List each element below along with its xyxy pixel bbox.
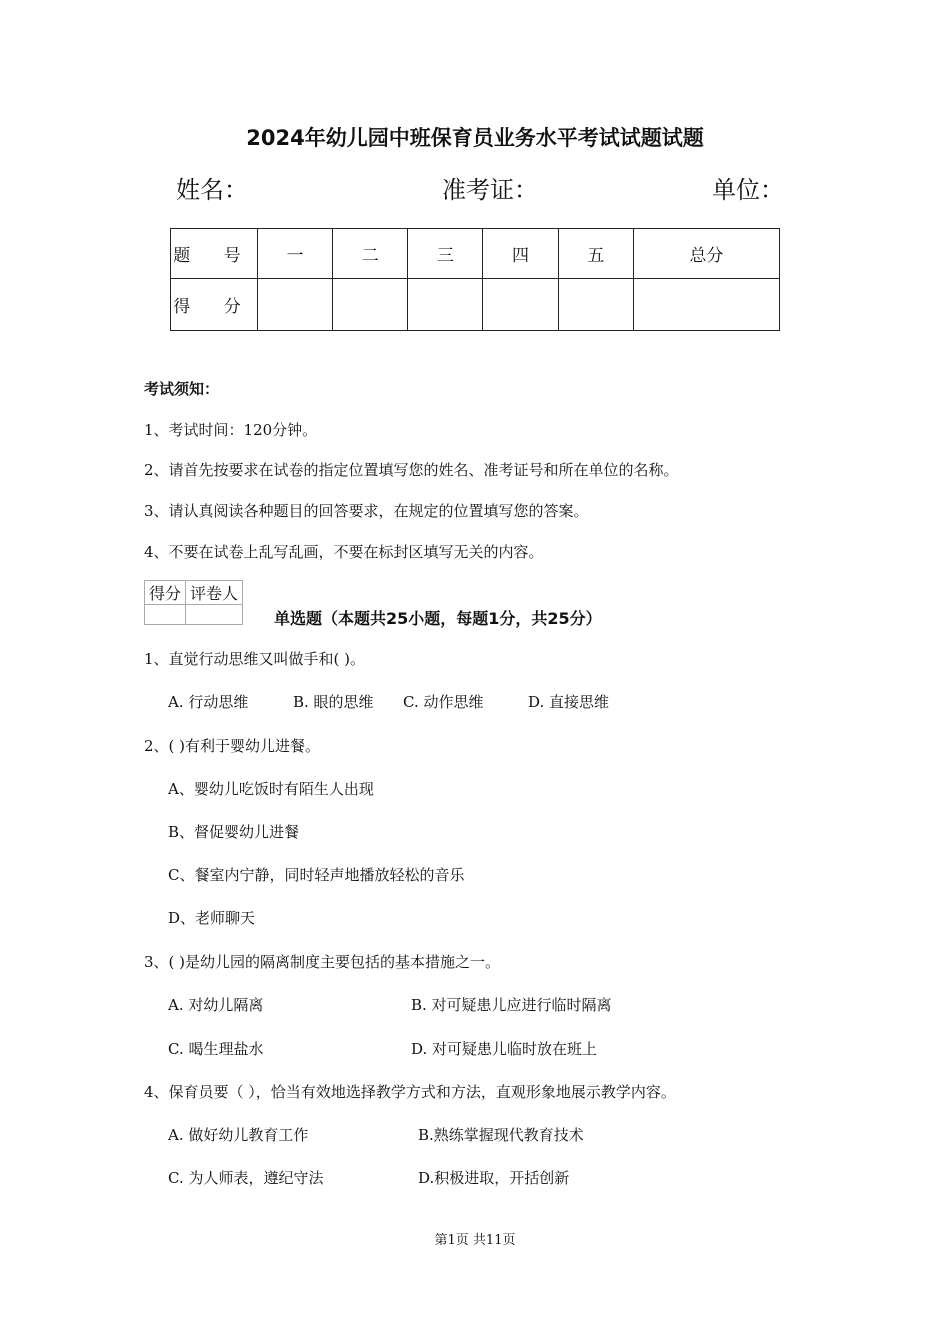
score-row-label: 得 分 (171, 279, 258, 331)
question-option: B、督促婴幼儿进餐 (168, 823, 300, 841)
question-option: B. 眼的思维 (293, 693, 374, 711)
question-option: D. 直接思维 (528, 693, 610, 711)
question-option: D. 对可疑患儿临时放在班上 (411, 1040, 598, 1058)
name-field-label: 姓名： (176, 176, 248, 204)
score-table (170, 228, 780, 331)
score-cell[interactable] (333, 279, 408, 331)
question-option: C. 为人师表，遵纪守法 (168, 1169, 324, 1187)
question-stem: 2、( )有利于婴幼儿进餐。 (144, 737, 321, 755)
question-option: B. 对可疑患儿应进行临时隔离 (411, 996, 612, 1014)
score-table-header-cell: 三 (408, 229, 483, 279)
grader-box (144, 580, 243, 625)
grader-score-label: 得分 (145, 581, 186, 605)
score-cell[interactable] (258, 279, 333, 331)
unit-field-label: 单位： (712, 176, 784, 204)
notes-heading: 考试须知： (144, 380, 220, 398)
score-table-header-cell: 一 (258, 229, 333, 279)
question-stem: 1、直觉行动思维又叫做手和( )。 (144, 650, 366, 668)
question-option: A、婴幼儿吃饭时有陌生人出现 (168, 780, 374, 798)
score-table-header-cell: 题 号 (171, 229, 258, 279)
page-footer: 第1页 共11页 (434, 1233, 516, 1248)
question-option: A. 行动思维 (168, 693, 249, 711)
score-table-header-row (171, 229, 780, 279)
note-item: 3、请认真阅读各种题目的回答要求，在规定的位置填写您的答案。 (144, 502, 589, 520)
score-table-score-row (171, 279, 780, 331)
question-option: B.熟练掌握现代教育技术 (418, 1126, 584, 1144)
score-table-header-cell: 二 (333, 229, 408, 279)
score-cell[interactable] (483, 279, 558, 331)
question-option: C、餐室内宁静，同时轻声地播放轻松的音乐 (168, 866, 465, 884)
score-cell[interactable] (558, 279, 633, 331)
question-option: A. 对幼儿隔离 (168, 996, 264, 1014)
question-option: D、老师聊天 (168, 909, 256, 927)
grader-score-cell[interactable] (145, 605, 186, 625)
note-item: 4、不要在试卷上乱写乱画，不要在标封区填写无关的内容。 (144, 543, 544, 561)
question-option: A. 做好幼儿教育工作 (168, 1126, 309, 1144)
question-stem: 3、( )是幼儿园的隔离制度主要包括的基本措施之一。 (144, 953, 501, 971)
grader-reviewer-cell[interactable] (186, 605, 243, 625)
question-option: C. 喝生理盐水 (168, 1040, 264, 1058)
score-cell[interactable] (408, 279, 483, 331)
question-option: D.积极进取，开括创新 (418, 1169, 570, 1187)
score-table-header-cell: 四 (483, 229, 558, 279)
question-option: C. 动作思维 (403, 693, 484, 711)
score-cell[interactable] (633, 279, 779, 331)
grader-reviewer-label: 评卷人 (186, 581, 243, 605)
question-stem: 4、保育员要（ ），恰当有效地选择教学方式和方法，直观形象地展示教学内容。 (144, 1083, 676, 1101)
page-title: 2024年幼儿园中班保育员业务水平考试试题试题 (246, 126, 704, 150)
note-item: 1、考试时间：120分钟。 (144, 421, 318, 439)
score-table-header-cell: 五 (558, 229, 633, 279)
section-title: 单选题（本题共25小题，每题1分，共25分） (274, 609, 602, 628)
exam-id-field-label: 准考证： (442, 176, 538, 204)
note-item: 2、请首先按要求在试卷的指定位置填写您的姓名、准考证号和所在单位的名称。 (144, 461, 679, 479)
score-table-header-cell: 总分 (633, 229, 779, 279)
